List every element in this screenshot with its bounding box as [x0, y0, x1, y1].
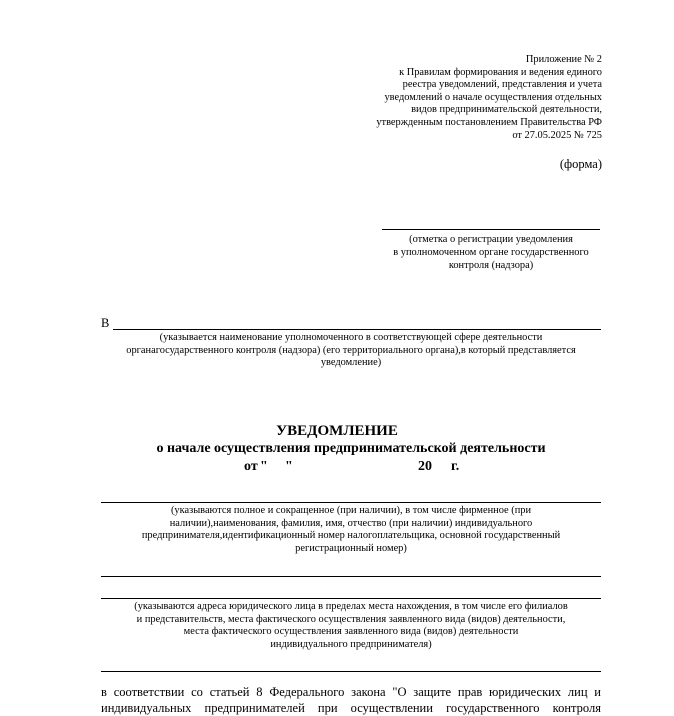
registration-mark-line — [382, 229, 600, 230]
caption-line: (указывается наименование уполномоченного в соответствующей сфере деятельности — [159, 332, 543, 343]
date-quote-open: " — [260, 459, 268, 474]
date-prefix: от — [244, 459, 258, 474]
appendix-line: видов предпринимательской деятельности, — [411, 104, 602, 116]
body-line: индивидуальных предпринимателей при осуществлении государственного контроля — [101, 701, 601, 715]
caption-line: (отметка о регистрации уведомления — [409, 234, 573, 245]
recipient-prefix: В — [101, 316, 110, 330]
appendix-line: уведомлений о начале осуществления отдельных — [384, 91, 602, 103]
entity-caption — [101, 505, 601, 555]
caption-line: наличии),наименования, фамилия, имя, отчество (при наличии) индивидуального — [169, 517, 533, 529]
caption-line: органагосударственного контроля (надзора) (его территориального органа),в который представляется — [126, 344, 576, 356]
date-quote-close: " — [285, 459, 293, 474]
caption-line: уведомление) — [320, 357, 382, 369]
caption-line: места фактического осуществления заявленного вида (видов) деятельности — [183, 626, 519, 638]
caption-line: (указываются адреса юридического лица в пределах места нахождения, в том числе его филиалов — [134, 601, 568, 612]
date-year-suffix: г. — [451, 459, 460, 474]
document-title: УВЕДОМЛЕНИЕ — [276, 423, 398, 439]
recipient-caption — [101, 332, 601, 370]
document-subtitle: о начале осуществления предпринимательской деятельности — [156, 441, 546, 456]
appendix-line: утвержденным постановлением Правительства РФ — [376, 116, 602, 128]
date-line — [0, 459, 674, 475]
caption-line: предпринимателя,идентификационный номер налогоплательщика, основной государственный — [141, 530, 561, 542]
caption-line: и представительств, места фактического осуществления заявленного вида (видов) деятельности, — [136, 613, 566, 625]
body-line: в соответствии со статьей 8 Федерального закона "О защите прав юридических лиц и — [101, 685, 601, 699]
appendix-line: от 27.05.2025 № 725 — [512, 129, 602, 141]
entity-blank-line-2 — [101, 576, 601, 577]
address-blank-line-2 — [101, 671, 601, 672]
registration-mark-caption — [372, 233, 610, 272]
recipient-blank-line — [113, 329, 601, 330]
appendix-header — [342, 54, 602, 142]
caption-line: контроля (надзора) — [448, 260, 534, 271]
appendix-line: реестра уведомлений, представления и учета — [402, 79, 602, 91]
appendix-line: Приложение № 2 — [525, 54, 602, 65]
body-paragraph — [101, 684, 601, 716]
caption-line: регистрационный номер) — [295, 542, 407, 554]
entity-blank-line — [101, 502, 601, 503]
caption-line: в уполномоченном органе государственного — [393, 247, 589, 258]
form-label: (форма) — [559, 157, 602, 171]
address-blank-line — [101, 598, 601, 599]
date-year-prefix: 20 — [418, 459, 432, 474]
appendix-line: к Правилам формирования и ведения единого — [399, 66, 602, 78]
address-caption — [101, 601, 601, 651]
recipient-field — [101, 316, 601, 330]
caption-line: (указываются полное и сокращенное (при наличии), в том числе фирменное (при — [170, 505, 532, 516]
caption-line: индивидуального предпринимателя) — [270, 638, 432, 650]
